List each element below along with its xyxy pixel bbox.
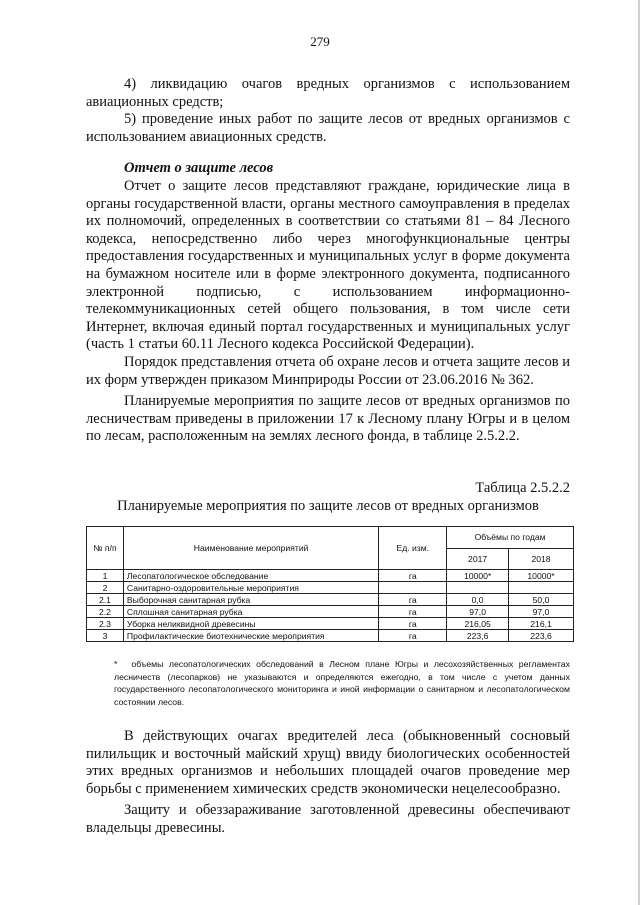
row-unit <box>379 582 447 594</box>
section-heading: Отчет о защите лесов <box>124 160 274 177</box>
row-value-2018: 97,0 <box>509 606 574 618</box>
row-name: Санитарно-оздоровительные мероприятия <box>123 582 378 594</box>
row-unit: га <box>379 606 447 618</box>
row-num: 2 <box>87 582 124 594</box>
table-row <box>87 606 574 618</box>
paragraph-protection: Защиту и обеззараживание заготовленной древесины обеспечивают владельцы древесины. <box>86 802 570 836</box>
row-value-2018: 216,1 <box>509 618 574 630</box>
row-value-2018 <box>509 582 574 594</box>
table-row <box>87 582 574 594</box>
paragraph-report: Отчет о защите лесов представляют граждане, юридические лица в органы государственной власти, органы местного самоуправления в пределах их полномочий, определенных в соответствии со статьями 81 – 84 Лесного кодекса, непосредственно либо через многофункциональные центры предоставления государственных и муниципальных услуг в форме документа на бумажном носителе или в форме электронного документа, подписанного электронной подписью, с использованием информационно-телекоммуникационных сетей общего пользования, в том числе сети Интернет, включая единый портал государственных и муниципальных услуг (часть 1 статьи 60.11 Лесного кодекса Российской Федерации). <box>86 177 570 353</box>
row-name: Лесопатологическое обследование <box>123 570 378 582</box>
row-value-2017: 0,0 <box>447 594 509 606</box>
lower-text-block <box>86 728 570 838</box>
paragraph-planned: Планируемые мероприятия по защите лесов от вредных организмов по лесничествам приведены в приложении 17 к Лесному плану Югры и в целом по лесам, расположенным на землях лесного фонда, в таблице 2.5.2.2. <box>86 393 570 445</box>
row-value-2017: 97,0 <box>447 606 509 618</box>
table-title: Планируемые мероприятия по защите лесов от вредных организмов <box>117 498 539 514</box>
upper-text-block <box>86 76 570 446</box>
row-unit: га <box>379 630 447 642</box>
row-name: Выборочная санитарная рубка <box>123 594 378 606</box>
table-header-row <box>87 527 574 549</box>
row-name: Профилактические биотехнические мероприятия <box>123 630 378 642</box>
row-num: 2.2 <box>87 606 124 618</box>
table-row <box>87 630 574 642</box>
table-row <box>87 570 574 582</box>
row-value-2018: 10000* <box>509 570 574 582</box>
table-footnote <box>114 658 570 708</box>
header-name: Наименование мероприятий <box>123 527 378 570</box>
row-value-2018: 50,0 <box>509 594 574 606</box>
row-num: 2.3 <box>87 618 124 630</box>
table-row <box>87 618 574 630</box>
paragraph-pests: В действующих очагах вредителей леса (обыкновенный сосновый пилильщик и восточный майский хрущ) ввиду биологических особенностей этих вредных организмов и небольших площадей очагов проведение мер борьбы с применением химических средств экономически нецелесообразно. <box>86 728 570 797</box>
row-value-2017: 216,05 <box>447 618 509 630</box>
row-unit: га <box>379 570 447 582</box>
row-name: Уборка неликвидной древесины <box>123 618 378 630</box>
footnote-text: объемы лесопатологических обследований в Лесном плане Югры и лесохозяйственных регламентах лесничеств (лесопарков) не указываются и определяются ежегодно, в том числе с учетом данных государственного лесопатологического мониторинга и иной информации о санитарном и лесопатологическом состоянии лесов. <box>114 659 570 707</box>
row-value-2017: 10000* <box>447 570 509 582</box>
row-name: Сплошная санитарная рубка <box>123 606 378 618</box>
measures-table <box>86 526 574 642</box>
row-unit: га <box>379 594 447 606</box>
list-item-4: 4) ликвидацию очагов вредных организмов с использованием авиационных средств; <box>86 76 570 110</box>
row-num: 1 <box>87 570 124 582</box>
header-volumes: Объёмы по годам <box>447 527 574 549</box>
page-number: 279 <box>310 34 330 49</box>
header-num: № п/п <box>87 527 124 570</box>
header-unit: Ед. изм. <box>379 527 447 570</box>
list-item-5: 5) проведение иных работ по защите лесов от вредных организмов с использованием авиационных средств. <box>86 111 570 145</box>
row-value-2017 <box>447 582 509 594</box>
header-year-2018: 2018 <box>509 548 574 570</box>
footnote-mark: * <box>114 659 118 669</box>
table-number: Таблица 2.5.2.2 <box>475 480 570 496</box>
row-num: 2.1 <box>87 594 124 606</box>
row-value-2017: 223,6 <box>447 630 509 642</box>
paragraph-order: Порядок представления отчета об охране лесов и отчета защите лесов и их форм утвержден приказом Минприроды России от 23.06.2016 № 362. <box>86 353 570 388</box>
table-row <box>87 594 574 606</box>
row-value-2018: 223,6 <box>509 630 574 642</box>
header-year-2017: 2017 <box>447 548 509 570</box>
row-unit: га <box>379 618 447 630</box>
row-num: 3 <box>87 630 124 642</box>
